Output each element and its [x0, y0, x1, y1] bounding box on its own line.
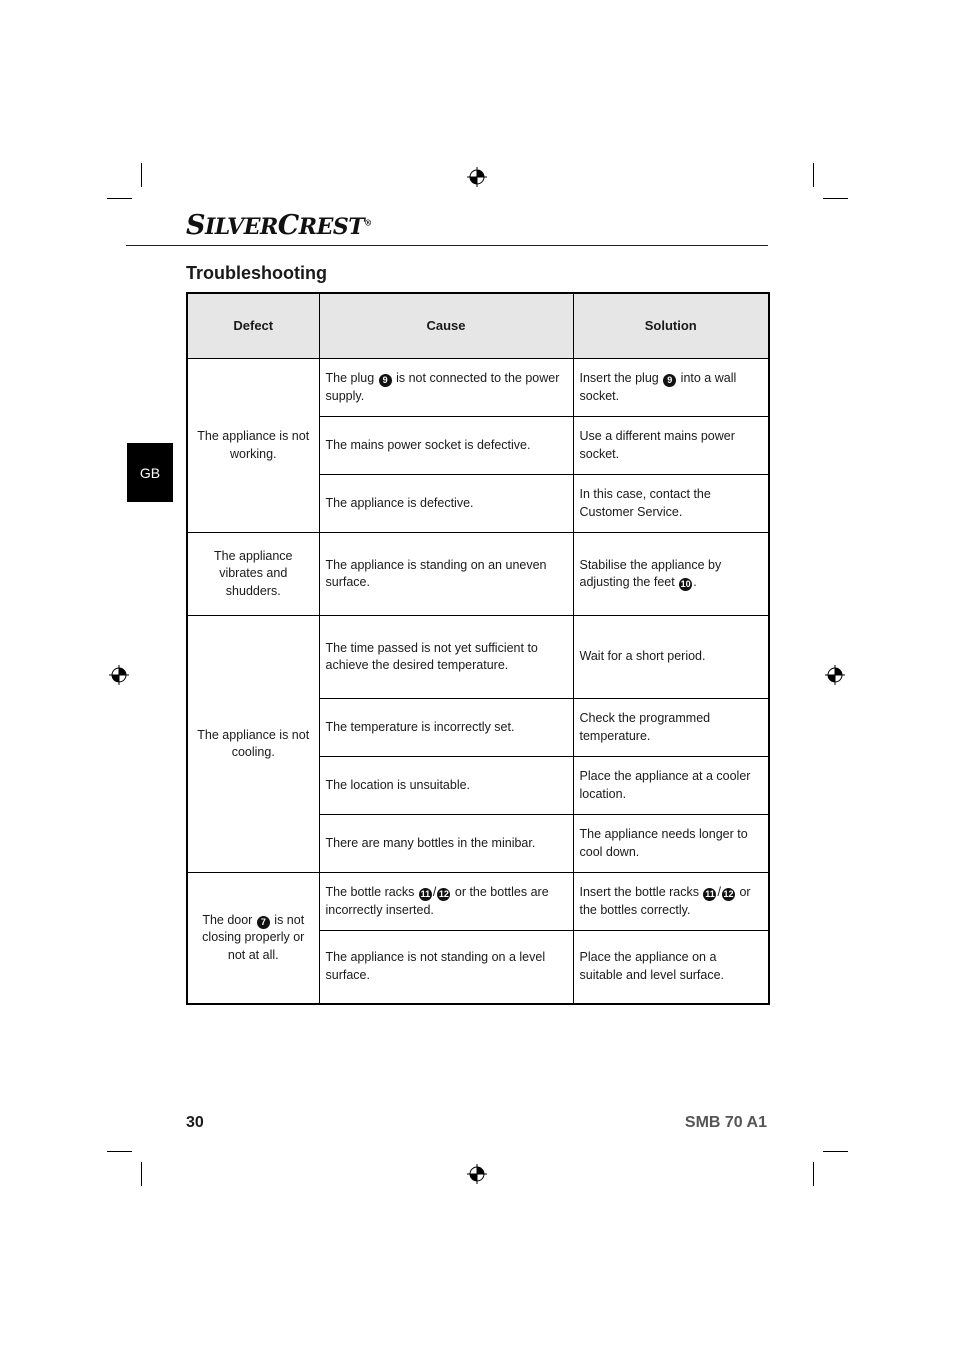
- crop-mark: [107, 1151, 132, 1152]
- defect-cell: The appliance is not cooling.: [187, 616, 319, 873]
- solution-cell: Place the appliance at a cooler location.: [573, 757, 769, 815]
- cause-cell: The appliance is defective.: [319, 475, 573, 533]
- troubleshooting-table: [186, 292, 770, 1005]
- cause-cell: The temperature is incorrectly set.: [319, 699, 573, 757]
- solution-cell: Use a different mains power socket.: [573, 417, 769, 475]
- header-rule: [126, 245, 768, 246]
- registration-mark-icon: [467, 1164, 487, 1184]
- page-number: 30: [186, 1114, 204, 1131]
- header-cause: Cause: [319, 293, 573, 359]
- defect-cell: The appliance vibrates and shudders.: [187, 533, 319, 616]
- part-number-icon: 12: [438, 889, 449, 899]
- cause-cell: There are many bottles in the minibar.: [319, 815, 573, 873]
- crop-mark: [141, 1162, 142, 1186]
- solution-cell: The appliance needs longer to cool down.: [573, 815, 769, 873]
- model-number: SMB 70 A1: [684, 1114, 767, 1131]
- defect-cell: The door 7 is not closing properly or not at all.: [187, 873, 319, 1004]
- registration-mark-icon: [109, 665, 129, 685]
- solution-cell: Place the appliance on a suitable and level surface.: [573, 931, 769, 1004]
- table-row: [187, 616, 769, 699]
- cause-cell: The plug 9 is not connected to the power supply.: [319, 359, 573, 417]
- cause-cell: The mains power socket is defective.: [319, 417, 573, 475]
- part-number-icon: 9: [663, 374, 676, 387]
- part-number-icon: 12: [723, 889, 734, 899]
- crop-mark: [107, 198, 132, 199]
- registration-mark-icon: [825, 665, 845, 685]
- registration-mark-icon: [467, 167, 487, 187]
- table-row: [187, 359, 769, 417]
- defect-cell: The appliance is not working.: [187, 359, 319, 533]
- table-row: [187, 873, 769, 931]
- page-title: Troubleshooting: [186, 263, 327, 283]
- crop-mark: [813, 163, 814, 187]
- solution-cell: Wait for a short period.: [573, 616, 769, 699]
- crop-mark: [141, 163, 142, 187]
- cause-cell: The appliance is not standing on a level surface.: [319, 931, 573, 1004]
- language-tab: GB: [127, 443, 173, 502]
- part-number-icon: 7: [257, 916, 270, 929]
- part-number-icon: 11: [705, 889, 715, 899]
- solution-cell: Stabilise the appliance by adjusting the feet 10 .: [573, 533, 769, 616]
- solution-cell: Check the programmed temperature.: [573, 699, 769, 757]
- part-number-icon: 11: [420, 889, 431, 899]
- solution-cell: In this case, contact the Customer Service.: [573, 475, 769, 533]
- crop-mark: [823, 1151, 848, 1152]
- table-row: [187, 533, 769, 616]
- brand-logo: SILVERCREST®: [186, 210, 372, 241]
- solution-cell: Insert the plug 9 into a wall socket.: [573, 359, 769, 417]
- header-solution: Solution: [573, 293, 769, 359]
- cause-cell: The time passed is not yet sufficient to achieve the desired temperature.: [319, 616, 573, 699]
- table-header-row: [187, 293, 769, 359]
- crop-mark: [813, 1162, 814, 1186]
- part-number-icon: 10: [680, 579, 691, 589]
- cause-cell: The appliance is standing on an uneven surface.: [319, 533, 573, 616]
- solution-cell: Insert the bottle racks 11 / 12 or the bottles correctly.: [573, 873, 769, 931]
- cause-cell: The bottle racks 11 / 12 or the bottles are incorrectly inserted.: [319, 873, 573, 931]
- header-defect: Defect: [187, 293, 319, 359]
- cause-cell: The location is unsuitable.: [319, 757, 573, 815]
- crop-mark: [823, 198, 848, 199]
- part-number-icon: 9: [379, 374, 392, 387]
